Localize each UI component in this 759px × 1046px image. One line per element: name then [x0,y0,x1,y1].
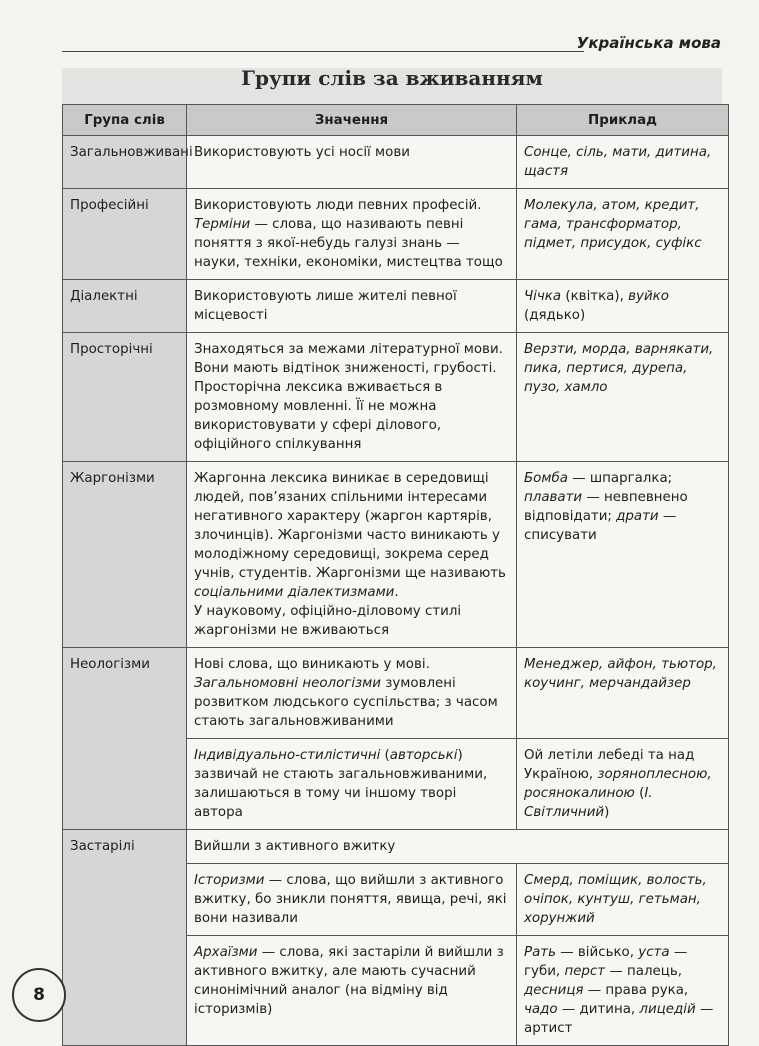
meaning-text: Жаргонна лексика виникає в середовищі людей, пов’язаних спільними інтересами негативного характеру (жаргон картярів, злочинців). Жаргонізми часто виникають у молодіжному середовищі, зокрема серед учнів, студентів. Жаргонізми ще називають [194,471,506,581]
meaning-text: ) зазвичай не стають загальновживаними, залишаються в тому чи іншому творі автора [194,748,488,820]
example-word: уста [638,945,670,960]
meaning-cell [187,936,517,1046]
meaning-text: зумовлені розвитком людського суспільства; з часом стають загальновживаними [194,676,498,729]
meaning-text: У науковому, офіційно-діловому стилі жаргонізми не вживаються [194,604,462,638]
group-cell: Загальновживані [63,136,187,189]
term-italic: Індивідуально-стилістичні [194,748,381,763]
meaning-text: Використовують люди певних професій. [194,198,482,213]
table-row [63,280,729,333]
meaning-text: . [394,585,399,600]
meaning-text: Нові слова, що виникають у мові. [194,657,430,672]
example-gloss: — палець, [605,964,683,979]
example-cell: Верзти, морда, варнякати, пика, пертися, дурепа, пузо, хамло [517,333,729,462]
example-word: лицедій [639,1002,696,1017]
group-cell: Діалектні [63,280,187,333]
meaning-text: — слова, що називають певні поняття з якої-небудь галузі знань — науки, техніки, економіки, мистецтва тощо [194,217,503,270]
group-cell: Жаргонізми [63,462,187,648]
example-gloss: — права рука, [583,983,689,998]
term-italic: авторські [389,748,458,763]
example-gloss: — дитина, [557,1002,640,1017]
meaning-cell [187,189,517,280]
example-cell: Смерд, поміщик, волость, очіпок, кунтуш, гетьман, хорунжий [517,864,729,936]
table-row [63,462,729,648]
term-italic: Історизми [194,873,265,888]
example-text: Ой летіли лебеді та над Україною, [524,748,695,782]
example-gloss: — губи, [524,945,688,979]
example-word: Рать [524,945,556,960]
meaning-cell: Вийшли з активного вжитку [187,830,729,864]
table-header-row [63,105,729,136]
table-row [63,648,729,739]
example-gloss: — артист [524,1002,714,1036]
example-word: чадо [524,1002,558,1017]
example-author: І. Світличний [524,786,653,820]
word-groups-table [62,104,729,1046]
meaning-text: — слова, що вийшли з активного вжитку, бо зникли поняття, явища, речі, які вони називали [194,873,507,926]
example-word: вуйко [628,289,669,304]
column-header-group: Група слів [63,105,187,136]
example-cell: Сонце, сіль, мати, дитина, щастя [517,136,729,189]
page-title: Групи слів за вживанням [241,66,543,90]
meaning-text: — слова, які застаріли й вийшли з активного вжитку, але мають сучасний синонімічний аналог (на відміну від історизмів) [194,945,504,1017]
example-gloss: (квітка), [561,289,629,304]
header-rule [62,51,584,52]
meaning-cell [187,648,517,739]
term-italic: соціальними діалектизмами [194,585,395,600]
example-cell [517,739,729,830]
example-gloss: (дядько) [524,308,586,323]
meaning-cell [187,739,517,830]
table-row [63,136,729,189]
table-row [63,189,729,280]
meaning-cell: Використовують лише жителі певної місцевості [187,280,517,333]
meaning-cell [187,864,517,936]
example-text: ( [634,786,645,801]
example-word: перст [564,964,606,979]
example-word: плавати [524,490,583,505]
meaning-cell: Знаходяться за межами літературної мови. Вони мають відтінок зниженості, грубості. Просторічна лексика вживається в розмовному мовленні. Її не можна використовувати у сфері ділового, офіційного спілкування [187,333,517,462]
example-cell [517,280,729,333]
group-cell: Просторічні [63,333,187,462]
group-cell: Застарілі [63,830,187,1046]
example-word: Бомба [524,471,568,486]
column-header-example: Приклад [517,105,729,136]
example-word: Чічка [524,289,562,304]
example-gloss: — шпаргалка; [567,471,673,486]
term-italic: Загальномовні неологізми [194,676,381,691]
example-cell: Менеджер, айфон, тьютор, коучинг, мерчандайзер [517,648,729,739]
column-header-meaning: Значення [187,105,517,136]
example-cell: Молекула, атом, кредит, гама, трансформатор, підмет, присудок, суфікс [517,189,729,280]
example-text: ) [604,805,610,820]
subject-title: Українська мова [576,34,721,52]
group-cell: Професійні [63,189,187,280]
example-gloss: — невпевнено відповідати; [524,490,688,524]
example-cell [517,462,729,648]
example-gloss: — військо, [555,945,639,960]
table-row [63,333,729,462]
example-word: зоряноплесною, росянокалиною [524,767,712,801]
page-number [12,968,66,1022]
meaning-cell [187,462,517,648]
example-gloss: — списувати [524,509,677,543]
example-cell [517,936,729,1046]
example-word: десниця [524,983,584,998]
page-number-text: 8 [33,985,45,1005]
meaning-text: ( [380,748,390,763]
table-row [63,830,729,864]
group-cell: Неологізми [63,648,187,830]
term-italic: Архаїзми [194,945,258,960]
meaning-cell: Використовують усі носії мови [187,136,517,189]
example-word: драти [616,509,659,524]
term-italic: Терміни [194,217,251,232]
